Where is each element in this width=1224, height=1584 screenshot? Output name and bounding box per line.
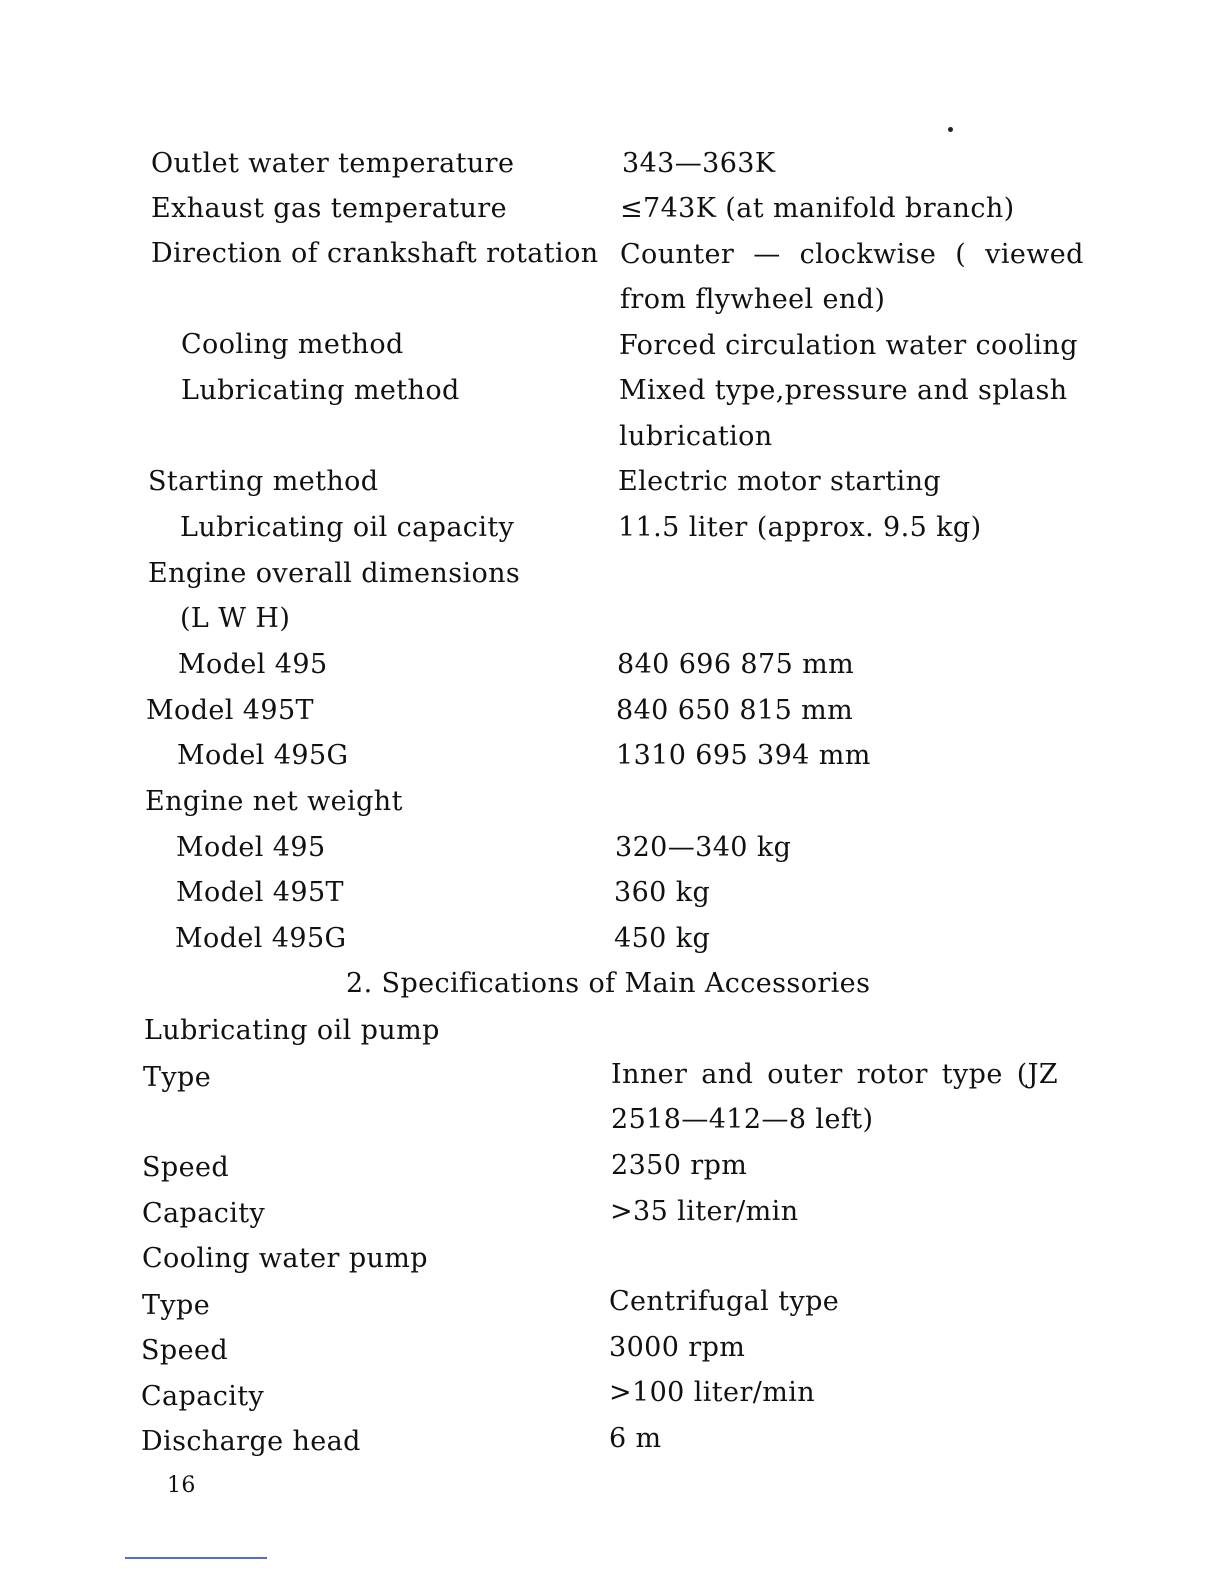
page-number: 16	[167, 1473, 196, 1498]
spec-label: Direction of crankshaft rotation	[151, 238, 599, 269]
spec-value: ≤743K (at manifold branch)	[620, 193, 1015, 224]
accessory-value: >100 liter/min	[609, 1377, 816, 1408]
speck-mark	[948, 127, 953, 132]
accessory-label: Discharge head	[141, 1426, 361, 1457]
accessory-value: 6 m	[609, 1423, 662, 1454]
spec-sublabel: (L W H)	[180, 603, 291, 634]
spec-value: Forced circulation water cooling	[619, 330, 1078, 361]
footer-rule	[125, 1557, 267, 1559]
spec-label: Model 495	[176, 832, 326, 863]
spec-label: Model 495G	[177, 740, 349, 771]
accessory-label: Capacity	[141, 1381, 265, 1412]
accessory-label: Type	[143, 1062, 212, 1093]
spec-label: Lubricating method	[181, 375, 460, 406]
spec-label: Model 495G	[175, 923, 347, 954]
spec-label: Outlet water temperature	[151, 148, 515, 179]
accessory-value: Centrifugal type	[609, 1286, 840, 1317]
accessory-value: 2350 rpm	[611, 1150, 748, 1181]
spec-label: Exhaust gas temperature	[151, 193, 507, 224]
spec-label: Engine overall dimensions	[148, 558, 521, 589]
spec-value: Mixed type,pressure and splash	[619, 375, 1068, 406]
accessory-label: Speed	[142, 1152, 230, 1183]
spec-label: Model 495T	[146, 695, 314, 726]
spec-value: 840 696 875 mm	[617, 649, 855, 680]
accessory-value-continued: 2518—412—8 left)	[611, 1104, 874, 1135]
accessory-label: Type	[142, 1290, 211, 1321]
spec-value: Electric motor starting	[618, 466, 942, 497]
spec-label: Model 495T	[176, 877, 344, 908]
accessory-label: Cooling water pump	[142, 1243, 428, 1274]
spec-label: Starting method	[148, 466, 379, 497]
spec-value: 320—340 kg	[615, 832, 792, 863]
accessory-value: 3000 rpm	[609, 1332, 746, 1363]
spec-label: Engine net weight	[145, 786, 403, 817]
spec-label: Model 495	[178, 649, 328, 680]
spec-value: Counter — clockwise ( viewed	[620, 239, 1084, 270]
spec-label: Lubricating oil capacity	[180, 512, 515, 543]
spec-value-continued: from flywheel end)	[620, 284, 886, 315]
accessory-label: Capacity	[142, 1198, 266, 1229]
section-heading: 2. Specifications of Main Accessories	[346, 968, 871, 999]
spec-label: Cooling method	[181, 329, 404, 360]
spec-value: 840 650 815 mm	[616, 695, 854, 726]
spec-value: 343—363K	[622, 148, 776, 179]
accessory-label: Speed	[141, 1335, 229, 1366]
accessory-label: Lubricating oil pump	[144, 1015, 440, 1046]
spec-value-continued: lubrication	[619, 421, 773, 452]
accessory-value: Inner and outer rotor type (JZ	[611, 1059, 1059, 1090]
spec-value: 360 kg	[614, 877, 711, 908]
accessory-value: >35 liter/min	[610, 1196, 799, 1227]
spec-value: 450 kg	[614, 923, 711, 954]
spec-value: 11.5 liter (approx. 9.5 kg)	[618, 512, 982, 543]
spec-value: 1310 695 394 mm	[616, 740, 871, 771]
